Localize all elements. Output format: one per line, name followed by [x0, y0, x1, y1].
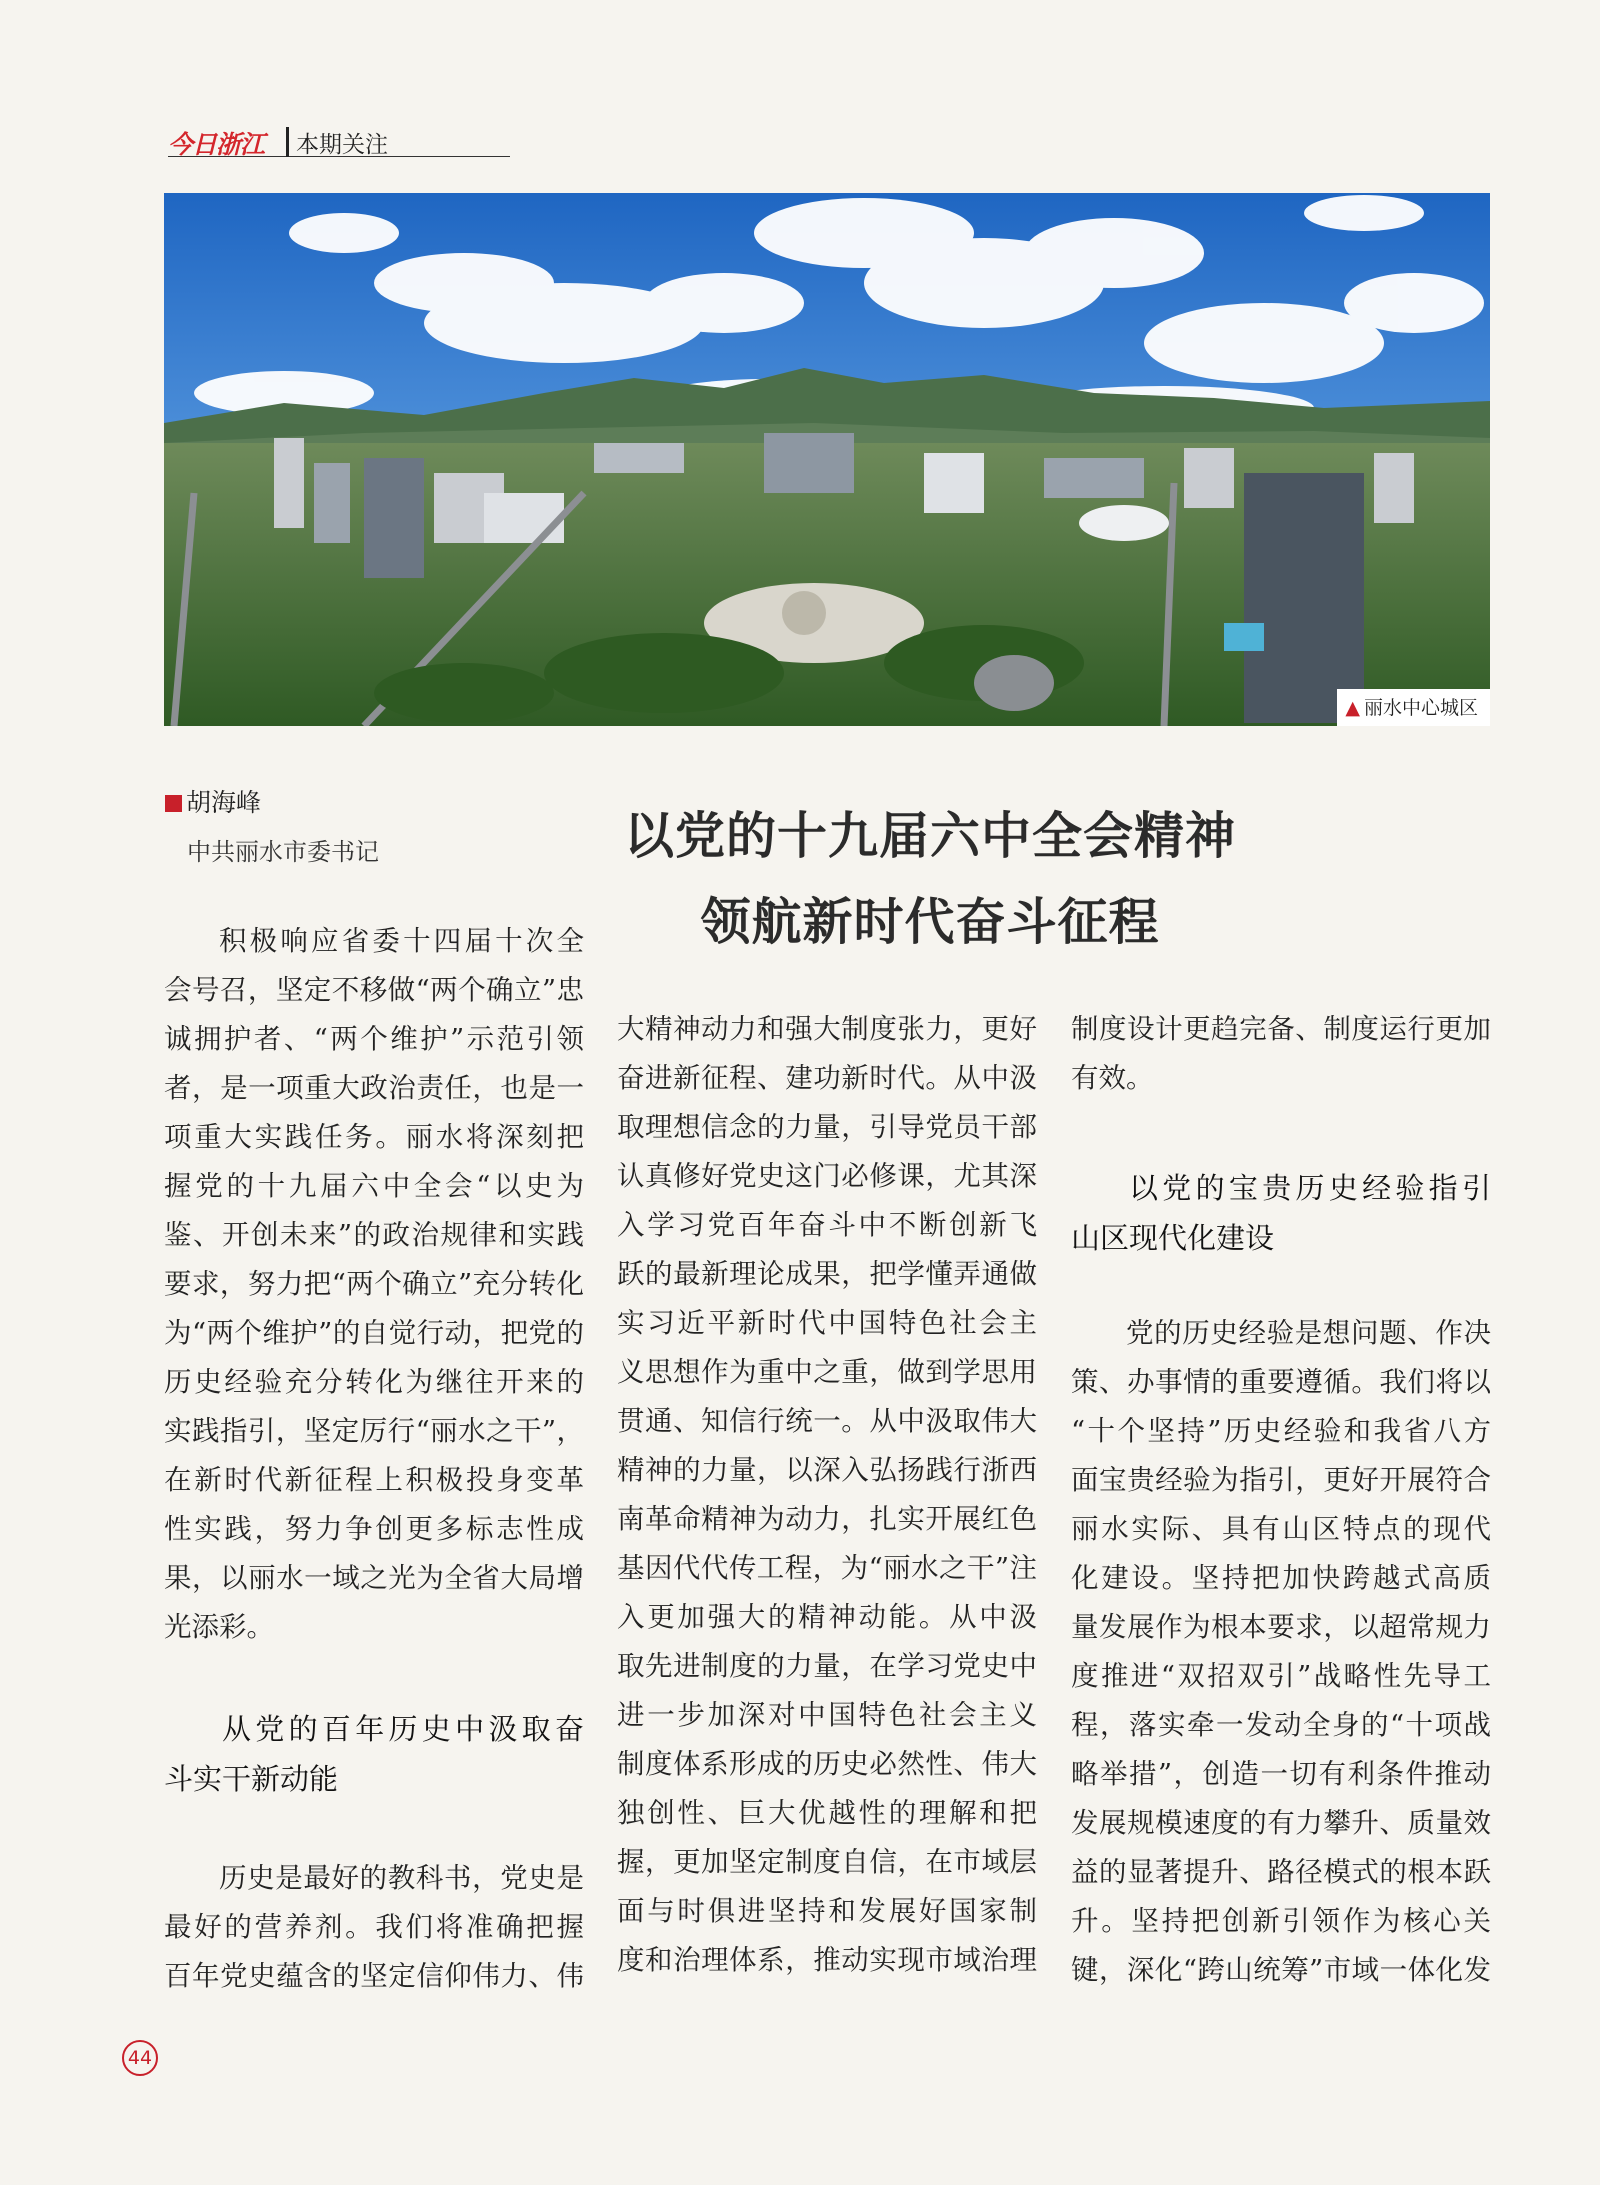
text-column-2 — [617, 1005, 1037, 1985]
text-line: 丽水实际、具有山区特点的现代 — [1071, 1513, 1491, 1545]
col1-paragraph-2 — [164, 1854, 584, 2001]
text-line: 进一步加深对中国特色社会主义 — [617, 1699, 1037, 1731]
text-line: 量发展作为根本要求，以超常规力 — [1071, 1611, 1491, 1643]
author-role: 中共丽水市委书记 — [187, 838, 379, 866]
text-line: 认真修好党史这门必修课，尤其深 — [617, 1160, 1037, 1192]
title-line-2: 领航新时代奋斗征程 — [700, 892, 1160, 951]
text-line: 键，深化“跨山统筹”市域一体化发 — [1071, 1954, 1491, 1986]
text-line: 入更加强大的精神动能。从中汲 — [617, 1601, 1037, 1633]
text-line: 面与时俱进坚持和发展好国家制 — [617, 1895, 1037, 1927]
subheading-line: 以党的宝贵历史经验指引 — [1129, 1171, 1491, 1205]
text-column-1 — [164, 917, 584, 2001]
text-line: 握党的十九届六中全会“以史为 — [164, 1170, 584, 1202]
text-line: 诚拥护者、“两个维护”示范引领 — [164, 1023, 584, 1055]
text-line: 果，以丽水一域之光为全省大局增 — [164, 1562, 584, 1594]
text-line: 化建设。坚持把加快跨越式高质 — [1071, 1562, 1491, 1594]
text-line: 者，是一项重大政治责任，也是一 — [164, 1072, 584, 1104]
city-panorama-photo — [164, 193, 1490, 726]
text-line: “十个坚持”历史经验和我省八方 — [1071, 1415, 1491, 1447]
article-title — [600, 793, 1260, 965]
magazine-logo: 今日浙江 — [168, 130, 265, 159]
photo-caption: ▲ 丽水中心城区 — [1337, 689, 1490, 726]
text-column-3 — [1071, 1005, 1491, 1995]
text-line: 为“两个维护”的自觉行动，把党的 — [164, 1317, 584, 1349]
col1-subheading — [164, 1704, 584, 1804]
page-number: 44 — [122, 2040, 158, 2076]
author-name: 胡海峰 — [165, 783, 261, 819]
text-line: 制度设计更趋完备、制度运行更加 — [1071, 1013, 1491, 1045]
subheading-line: 山区现代化建设 — [1071, 1221, 1275, 1255]
text-line: 度和治理体系，推动实现市域治理 — [617, 1944, 1037, 1976]
text-line: 南革命精神为动力，扎实开展红色 — [617, 1503, 1037, 1535]
text-line: 历史是最好的教科书，党史是 — [219, 1862, 584, 1894]
header-separator — [286, 127, 289, 157]
text-line: 项重大实践任务。丽水将深刻把 — [164, 1121, 584, 1153]
section-label: 本期关注 — [296, 132, 388, 158]
subheading-line: 斗实干新动能 — [164, 1762, 339, 1796]
text-line: 光添彩。 — [164, 1611, 274, 1643]
text-line: 取先进制度的力量，在学习党史中 — [617, 1650, 1037, 1682]
triangle-icon: ▲ — [1345, 697, 1360, 719]
text-line: 有效。 — [1071, 1062, 1154, 1094]
text-line: 党的历史经验是想问题、作决 — [1126, 1317, 1491, 1349]
text-line: 实习近平新时代中国特色社会主 — [617, 1307, 1037, 1339]
text-line: 握，更加坚定制度自信，在市域层 — [617, 1846, 1037, 1878]
text-line: 发展规模速度的有力攀升、质量效 — [1071, 1807, 1491, 1839]
text-line: 面宝贵经验为指引，更好开展符合 — [1071, 1464, 1491, 1496]
text-line: 实践指引，坚定厉行“丽水之干”， — [164, 1415, 584, 1447]
text-line: 要求，努力把“两个确立”充分转化 — [164, 1268, 584, 1300]
text-line: 义思想作为重中之重，做到学思用 — [617, 1356, 1037, 1388]
text-line: 取理想信念的力量，引导党员干部 — [617, 1111, 1037, 1143]
page-header — [168, 125, 510, 157]
text-line: 历史经验充分转化为继往开来的 — [164, 1366, 584, 1398]
text-line: 在新时代新征程上积极投身变革 — [164, 1464, 584, 1496]
text-line: 性实践，努力争创更多标志性成 — [164, 1513, 584, 1545]
text-line: 奋进新征程、建功新时代。从中汲 — [617, 1062, 1037, 1094]
text-line: 程，落实牵一发动全身的“十项战 — [1071, 1709, 1491, 1741]
text-line: 精神的力量，以深入弘扬践行浙西 — [617, 1454, 1037, 1486]
text-line: 升。坚持把创新引领作为核心关 — [1071, 1905, 1491, 1937]
text-line: 略举措”，创造一切有利条件推动 — [1071, 1758, 1491, 1790]
col3-paragraph-2 — [1071, 1309, 1491, 1995]
text-line: 策、办事情的重要遵循。我们将以 — [1071, 1366, 1491, 1398]
text-line: 最好的营养剂。我们将准确把握 — [164, 1911, 584, 1943]
text-line: 跃的最新理论成果，把学懂弄通做 — [617, 1258, 1037, 1290]
text-line: 百年党史蕴含的坚定信仰伟力、伟 — [164, 1960, 584, 1992]
text-line: 制度体系形成的历史必然性、伟大 — [617, 1748, 1037, 1780]
text-line: 基因代代传工程，为“丽水之干”注 — [617, 1552, 1037, 1584]
red-square-icon — [165, 795, 182, 812]
col1-paragraph-1 — [164, 917, 584, 1652]
col3-subheading — [1071, 1163, 1491, 1263]
text-line: 积极响应省委十四届十次全 — [219, 925, 584, 957]
text-line: 会号召，坚定不移做“两个确立”忠 — [164, 974, 584, 1006]
text-line: 入学习党百年奋斗中不断创新飞 — [617, 1209, 1037, 1241]
text-line: 贯通、知信行统一。从中汲取伟大 — [617, 1405, 1037, 1437]
text-line: 大精神动力和强大制度张力，更好 — [617, 1013, 1037, 1045]
text-line: 益的显著提升、路径模式的根本跃 — [1071, 1856, 1491, 1888]
text-line: 鉴、开创未来”的政治规律和实践 — [164, 1219, 584, 1251]
title-line-1: 以党的十九届六中全会精神 — [624, 806, 1236, 865]
text-line: 度推进“双招双引”战略性先导工 — [1071, 1660, 1491, 1692]
text-line: 独创性、巨大优越性的理解和把 — [617, 1797, 1037, 1829]
subheading-line: 从党的百年历史中汲取奋 — [222, 1712, 584, 1746]
